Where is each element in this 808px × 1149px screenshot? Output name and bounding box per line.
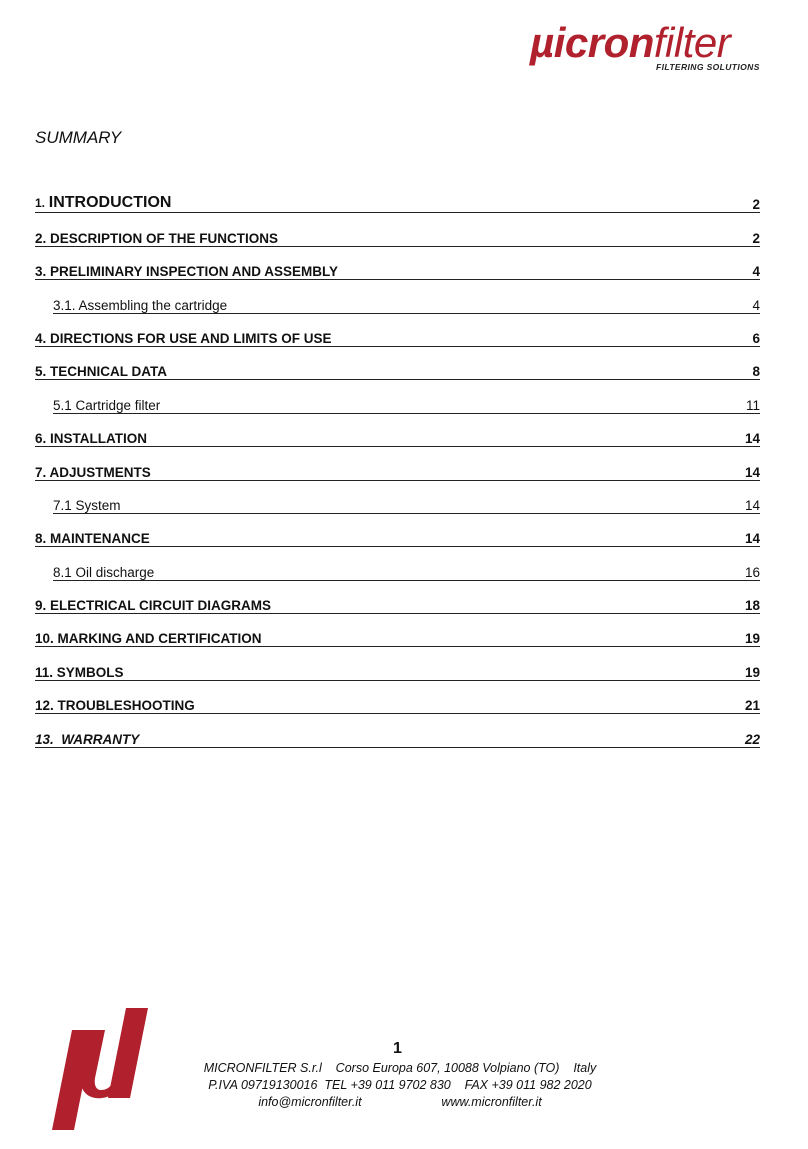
toc-entry-label: 8.1 Oil discharge xyxy=(53,564,155,580)
toc-entry-maintenance[interactable] xyxy=(35,520,760,553)
toc-entry-page: 14 xyxy=(744,464,760,480)
toc-entry-label: 5.1 Cartridge filter xyxy=(53,397,161,413)
toc-entry-symbols[interactable] xyxy=(35,653,760,686)
toc-entry-underline xyxy=(35,680,760,681)
toc-entry-page: 22 xyxy=(744,731,760,747)
toc-entry-page: 14 xyxy=(744,531,760,547)
toc-entry-label: 3. PRELIMINARY INSPECTION AND ASSEMBLY xyxy=(35,264,339,280)
toc-entry-label: 9. ELECTRICAL CIRCUIT DIAGRAMS xyxy=(35,598,272,614)
toc-entry-adjustments[interactable] xyxy=(35,453,760,486)
toc-entry-oil-discharge[interactable] xyxy=(35,553,760,586)
footer-email-website: info@micronfilter.it www.micronfilter.it xyxy=(258,1095,542,1109)
micronfilter-logo xyxy=(530,18,780,78)
toc-entry-underline xyxy=(35,747,760,748)
toc-entry-number: 1. xyxy=(35,196,46,211)
toc-entry-page: 4 xyxy=(752,297,760,313)
table-of-contents xyxy=(35,186,760,754)
logo-tagline: FILTERING SOLUTIONS xyxy=(656,62,760,72)
toc-entry-underline xyxy=(35,246,760,247)
toc-entry-label: 3.1. Assembling the cartridge xyxy=(53,297,228,313)
footer-company-address: MICRONFILTER S.r.l Corso Europa 607, 10088 Volpiano (TO) Italy xyxy=(203,1061,597,1075)
toc-entry-page: 2 xyxy=(752,230,760,246)
toc-entry-underline xyxy=(35,613,760,614)
footer-vat-phone-fax: P.IVA 09719130016 TEL +39 011 9702 830 FAX +39 011 982 2020 xyxy=(208,1078,592,1092)
toc-entry-label: 10. MARKING AND CERTIFICATION xyxy=(35,631,262,647)
toc-entry-page: 14 xyxy=(744,497,760,513)
toc-entry-marking-certification[interactable] xyxy=(35,620,760,653)
summary-title: SUMMARY xyxy=(35,128,122,147)
logo-word-bold: µicron xyxy=(530,19,654,66)
toc-entry-label xyxy=(35,194,171,212)
toc-entry-underline xyxy=(53,580,760,581)
toc-entry-page: 14 xyxy=(744,431,760,447)
mu-logo-icon xyxy=(50,1002,150,1132)
toc-entry-label: 7.1 System xyxy=(53,497,121,513)
toc-entry-underline xyxy=(35,212,760,213)
toc-entry-page: 8 xyxy=(752,364,760,380)
toc-entry-underline xyxy=(53,513,760,514)
toc-entry-page: 18 xyxy=(744,598,760,614)
toc-entry-underline xyxy=(35,646,760,647)
toc-entry-label: 13. WARRANTY xyxy=(35,731,140,747)
toc-entry-page: 4 xyxy=(752,264,760,280)
toc-entry-label: 12. TROUBLESHOOTING xyxy=(35,698,195,714)
toc-entry-underline xyxy=(35,546,760,547)
toc-entry-assembling-cartridge[interactable] xyxy=(35,286,760,319)
toc-entry-cartridge-filter[interactable] xyxy=(35,386,760,419)
toc-entry-underline xyxy=(35,379,760,380)
toc-entry-technical-data[interactable] xyxy=(35,353,760,386)
toc-entry-warranty[interactable] xyxy=(35,720,760,753)
logo-wordmark xyxy=(530,18,730,68)
toc-entry-label: 2. DESCRIPTION OF THE FUNCTIONS xyxy=(35,230,279,246)
toc-entry-underline xyxy=(35,713,760,714)
toc-entry-label: 5. TECHNICAL DATA xyxy=(35,364,168,380)
toc-entry-directions-for-use[interactable] xyxy=(35,320,760,353)
toc-entry-page: 6 xyxy=(752,330,760,346)
toc-entry-title: INTRODUCTION xyxy=(48,194,172,212)
toc-entry-preliminary-inspection[interactable] xyxy=(35,253,760,286)
toc-entry-troubleshooting[interactable] xyxy=(35,687,760,720)
toc-entry-page: 21 xyxy=(744,698,760,714)
toc-entry-label: 7. ADJUSTMENTS xyxy=(35,464,151,480)
toc-entry-underline xyxy=(53,413,760,414)
toc-entry-label: 8. MAINTENANCE xyxy=(35,531,150,547)
toc-entry-label: 11. SYMBOLS xyxy=(35,664,124,680)
toc-entry-label: 6. INSTALLATION xyxy=(35,431,147,447)
logo-word-light: filter xyxy=(653,19,731,66)
toc-entry-underline xyxy=(35,346,760,347)
toc-entry-introduction[interactable] xyxy=(35,186,760,219)
toc-entry-label: 4. DIRECTIONS FOR USE AND LIMITS OF USE xyxy=(35,330,332,346)
toc-entry-underline xyxy=(35,279,760,280)
toc-entry-page: 19 xyxy=(744,664,760,680)
toc-entry-underline xyxy=(53,313,760,314)
toc-entry-underline xyxy=(35,480,760,481)
toc-entry-underline xyxy=(35,446,760,447)
page-number: 1 xyxy=(393,1040,402,1057)
toc-entry-description-functions[interactable] xyxy=(35,219,760,252)
toc-entry-page: 2 xyxy=(752,197,760,213)
toc-entry-installation[interactable] xyxy=(35,420,760,453)
toc-entry-page: 11 xyxy=(745,397,760,413)
toc-entry-page: 19 xyxy=(744,631,760,647)
toc-entry-system[interactable] xyxy=(35,487,760,520)
toc-entry-page: 16 xyxy=(744,564,760,580)
toc-entry-electrical-diagrams[interactable] xyxy=(35,587,760,620)
